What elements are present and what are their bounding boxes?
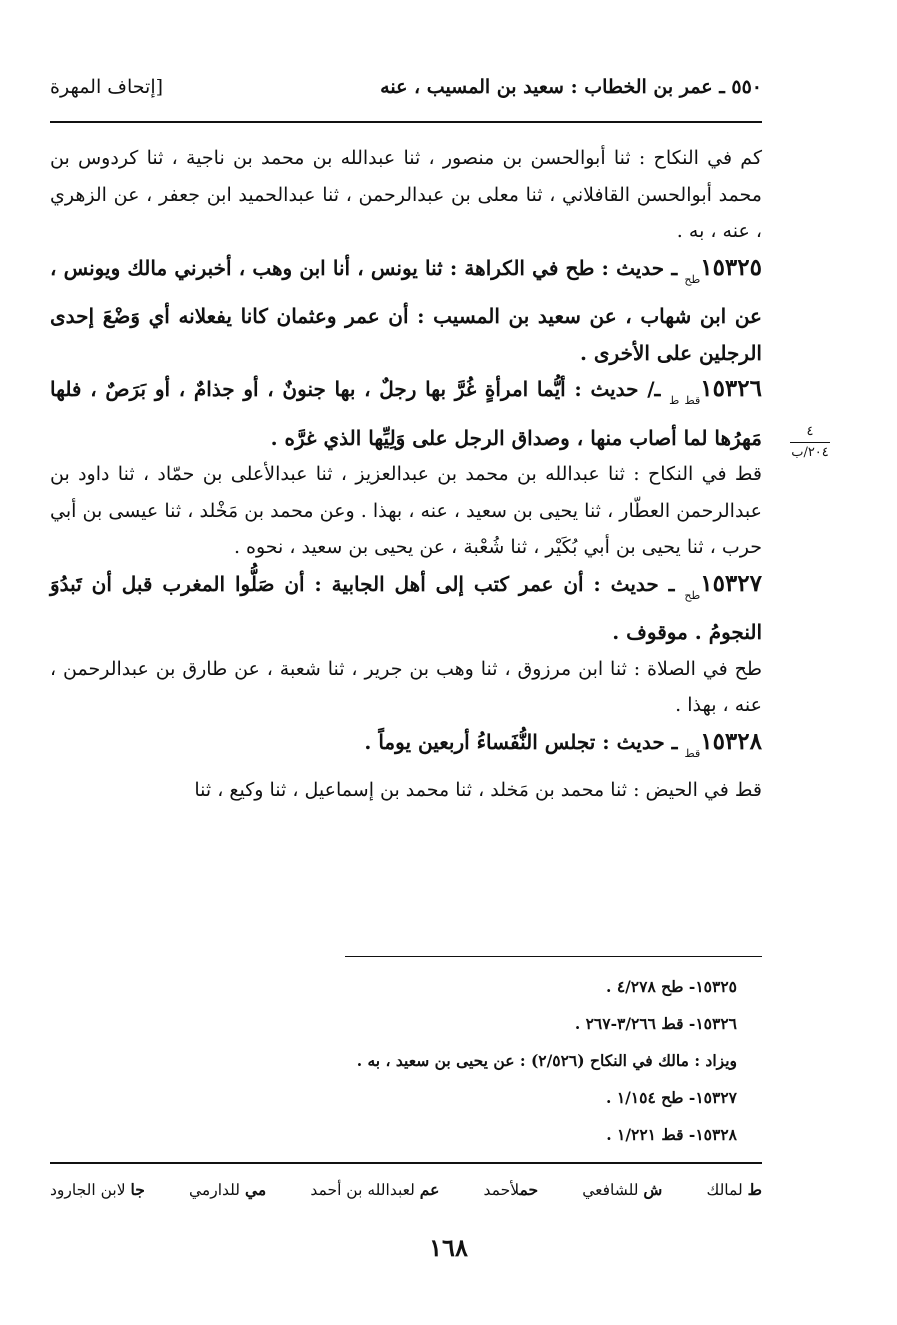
abbreviation-meaning: للدارمي (189, 1181, 241, 1199)
abbreviation (189, 1180, 266, 1199)
paragraph-text: طح في الصلاة : ثنا ابن مرزوق ، ثنا وهب بن جرير ، ثنا شعبة ، عن طارق بن عبدالرحمن ، عنه ، بهذا . (50, 657, 762, 716)
margin-note (770, 424, 850, 461)
abbreviation-code: عم (419, 1180, 440, 1199)
abbreviation (310, 1180, 439, 1199)
page-number: ١٦٨ (429, 1233, 468, 1262)
hadith-number: ١٥٣٢٦ (700, 375, 762, 402)
hadith-entry (50, 566, 762, 651)
margin-note-rule (790, 442, 830, 443)
paragraph-text: كم في النكاح : ثنا أبوالحسن بن منصور ، ثنا عبدالله بن محمد بن ناجية ، ثنا كردوس بن محمد أبوالحسن القافلاني ، ثنا معلى بن عبدالرحمن ، ثنا عبدالحميد ابن جعفر ، عن الزهري ، عنه ، به . (50, 147, 762, 242)
paragraph-source (50, 140, 762, 250)
running-head-book: [إتحاف المهرة (50, 76, 164, 98)
hadith-entry (50, 250, 762, 372)
paragraph-source (50, 651, 762, 724)
abbreviation-meaning: لأحمد (483, 1181, 520, 1199)
hadith-sigil: قط (684, 746, 701, 760)
hadith-sigil: طح (684, 588, 701, 602)
abbreviation-meaning: لعبدالله بن أحمد (310, 1181, 415, 1199)
footnote: ١٥٣٢٧- طح ١/١٥٤ . (606, 1088, 737, 1107)
footnote: ١٥٣٢٨- قط ١/٢٢١ . (606, 1125, 737, 1144)
abbreviations-rule (50, 1162, 762, 1164)
abbreviation (707, 1180, 762, 1199)
abbreviation-code: حم (519, 1180, 539, 1199)
abbreviation (582, 1180, 662, 1199)
abbreviation-meaning: لمالك (706, 1181, 743, 1199)
paragraph-source (50, 772, 762, 809)
hadith-number: ١٥٣٢٧ (700, 569, 762, 597)
hadith-text: ـ حديث : أن عمر كتب إلى أهل الجابية : أن صَلُّوا المغرب قبل أن تَبدُوَ النجومُ . موقوف . (50, 571, 762, 644)
hadith-text: ـ حديث : طح في الكراهة : ثنا يونس ، أنا ابن وهب ، أخبرني مالك ويونس ، عن ابن شهاب ، عن سعيد بن المسيب : أن عمر وعثمان كانا يفعلانه أي وَضْعَ إحدى الرجلين على الأخرى . (50, 255, 762, 365)
hadith-sigil: قط ط (669, 394, 701, 407)
abbreviation-code: ش (643, 1180, 663, 1199)
paragraph-text: قط في النكاح : ثنا عبدالله بن محمد بن عبدالعزيز ، ثنا عبدالأعلى بن حمّاد ، ثنا داود بن عبدالرحمن العطّار ، ثنا يحيى بن سعيد ، عنه ، بهذا . وعن محمد بن مَخْلد ، ثنا عيسى بن أبي حرب ، ثنا يحيى بن أبي بُكَيْر ، ثنا شُعْبة ، عن يحيى بن سعيد ، نحوه . (50, 463, 762, 558)
margin-note-number: ٤ (806, 424, 814, 439)
footnote: ويزاد : مالك في النكاح (٢/٥٢٦) : عن يحيى بن سعيد ، به . (356, 1051, 737, 1070)
footnote: ١٥٣٢٥- طح ٤/٢٧٨ . (606, 977, 737, 996)
hadith-entry (50, 371, 762, 456)
main-text (50, 140, 762, 809)
footnote: ١٥٣٢٦- قط ٣/٢٦٦-٢٦٧ . (574, 1014, 737, 1033)
abbreviation-meaning: للشافعي (582, 1181, 639, 1199)
abbreviation-code: ط (747, 1180, 762, 1199)
abbreviation (50, 1180, 145, 1199)
paragraph-text: قط في الحيض : ثنا محمد بن مَخلد ، ثنا محمد بن إسماعيل ، ثنا وكيع ، ثنا (194, 779, 762, 801)
abbreviation (484, 1180, 538, 1199)
hadith-number: ١٥٣٢٥ (700, 253, 762, 281)
running-head (50, 70, 762, 110)
abbreviation-code: مي (244, 1180, 267, 1199)
running-head-title: ٥٥٠ ـ عمر بن الخطاب : سعيد بن المسيب ، عنه (380, 76, 762, 98)
abbreviation-code: جا (130, 1180, 145, 1199)
footnote-rule (345, 956, 762, 957)
paragraph-source (50, 456, 762, 566)
header-rule (50, 121, 762, 123)
abbreviation-meaning: لابن الجارود (50, 1181, 126, 1199)
footnotes (200, 968, 737, 1153)
hadith-entry (50, 724, 762, 773)
margin-note-folio: ٢٠٤/ب (791, 445, 829, 460)
abbreviations-key (50, 1180, 762, 1199)
hadith-sigil: طح (684, 272, 701, 286)
hadith-number: ١٥٣٢٨ (700, 727, 762, 755)
hadith-text: ـ حديث : تجلس النُّفَساءُ أربعين يوماً . (364, 729, 678, 754)
hadith-text: ـ/ حديث : أيُّما امرأةٍ غُرَّ بها رجلٌ ، بها جنونٌ ، أو جذامٌ ، أو بَرَصٌ ، فلها مَهرُها لما أصاب منها ، وصداق الرجل على وَلِيِّها الذي غرَّه . (50, 377, 762, 450)
